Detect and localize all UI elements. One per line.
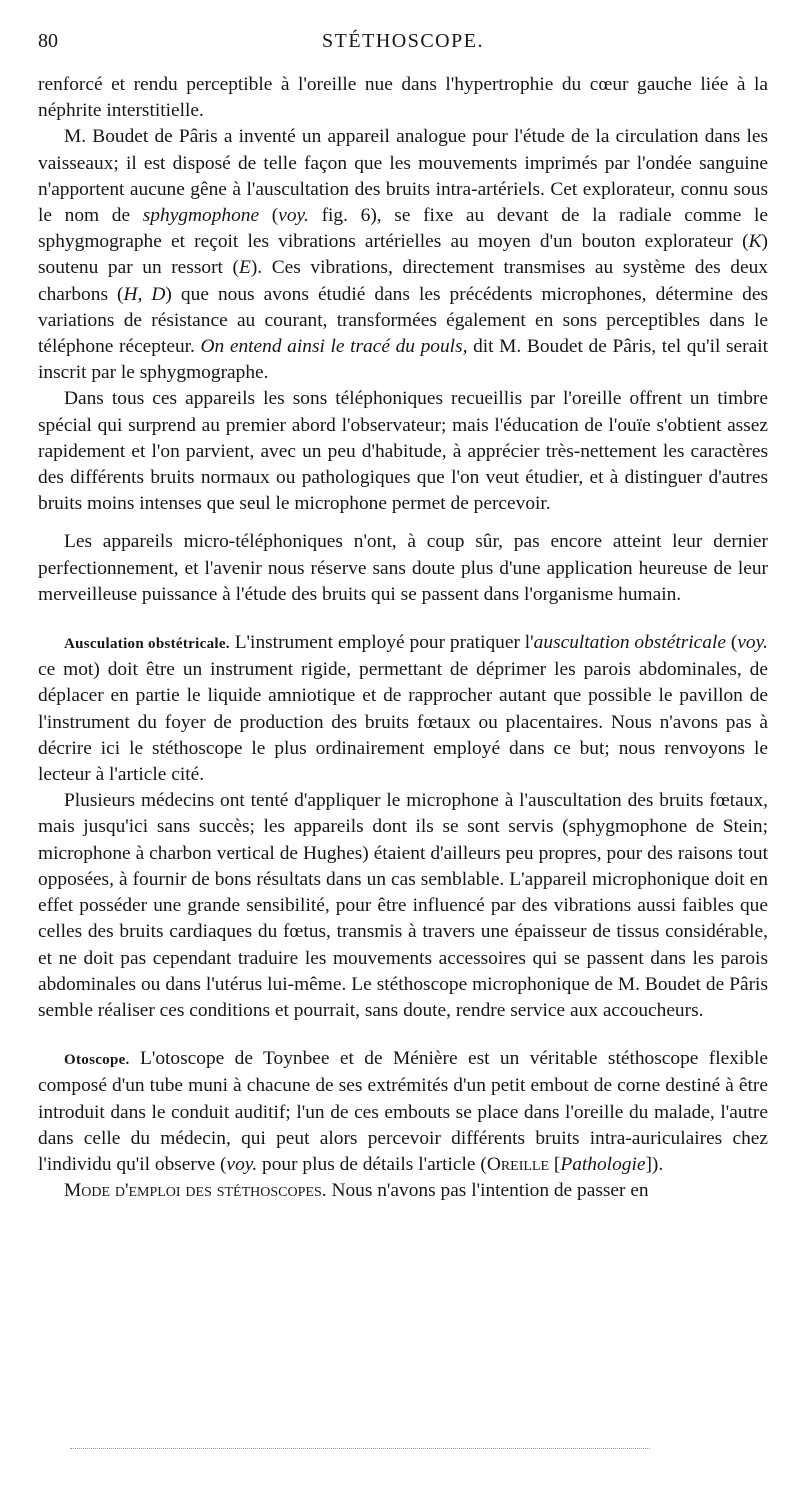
paragraph-telephonic-sounds: Dans tous ces appareils les sons téléphoniques recueillis par l'oreille offrent un timbre spécial qui surprend au premier abord l'observateur; mais l'éducation de l'ouïe s'obtient assez rapidement et l'on parvient, avec un peu d'habitude, à apprécier très-nettement les caractères des différents bruits normaux ou pathologiques que l'on veut étudier, et à distinguer d'autres bruits moins intenses que seul le microphone permet de percevoir. — [38, 388, 768, 515]
bottom-dotted-rule — [70, 1448, 650, 1449]
page-number: 80 — [38, 30, 58, 52]
paragraph-fetal-sounds: Plusieurs médecins ont tenté d'appliquer le microphone à l'auscultation des bruits fœtaux, mais jusqu'ici sans succès; les appareils dont ils se sont servis (sphygmophone de Stein; microphone à charbon vertical de Hughes) étaient d'ailleurs peu propres, pour des raisons tout opposées, à fournir de bons résultats dans un cas semblable. L'appareil microphonique doit en effet posséder une grande sensibilité, pour être influencé par des vibrations aussi faibles que celles des bruits cardiaques du fœtus, transmis à travers une épaisseur de tissus considérable, et ne doit pas cependant traduire les mouvements accessoires qui se passent dans les parois abdominales ou dans l'utérus lui-même. Le stéthoscope microphonique de M. Boudet de Pâris semble réaliser ces conditions et pourrait, sans doute, rendre service aux accoucheurs. — [38, 790, 768, 1021]
page-header — [38, 28, 768, 58]
paragraph-micro-telephonic: Les appareils micro-téléphoniques n'ont, à coup sûr, pas encore atteint leur dernier perfectionnement, et l'avenir nous réserve sans doute plus d'une application heureuse de leur merveilleuse puissance à l'étude des bruits qui se passent dans l'organisme humain. — [38, 531, 768, 605]
paragraph-obstetric-auscultation: Ausculation obstétricale. L'instrument employé pour pratiquer l'auscultation obstétricale (voy. ce mot) doit être un instrument rigide, permettant de déprimer les parois abdominales, de déplacer en partie le liquide amniotique et de rapprocher autant que possible le pavillon de l'instrument du foyer de production des bruits fœtaux ou placentaires. Nous n'avons pas à décrire ici le stéthoscope le plus ordinairement employé dans ce but; nous renvoyons le lecteur à l'article cité. — [38, 632, 768, 786]
document-page — [38, 28, 768, 1204]
running-title: STÉTHOSCOPE. — [322, 30, 484, 52]
paragraph-sphygmophone: M. Boudet de Pâris a inventé un appareil analogue pour l'étude de la circulation dans les vaisseaux; il est disposé de telle façon que les mouvements imprimés par l'ondée sanguine n'apportent aucune gêne à l'auscultation des bruits intra-artériels. Cet explorateur, connu sous le nom de sphygmophone (voy. fig. 6), se fixe au devant de la radiale comme le sphygmographe et reçoit les vibrations artérielles au moyen d'un bouton explorateur (K) soutenu par un ressort (E). Ces vibrations, directement transmises au système des deux charbons (H, D) que nous avons étudié dans les précédents microphones, détermine des variations de résistance au courant, transformées également en sons perceptibles dans le téléphone récepteur. On entend ainsi le tracé du pouls, dit M. Boudet de Pâris, tel qu'il serait inscrit par le sphygmographe. — [38, 126, 768, 384]
section-rubric: Mode d'emploi des stéthoscopes. — [64, 1180, 327, 1202]
section-rubric: Ausculation obstétricale. — [64, 636, 230, 653]
paragraph-otoscope: Otoscope. L'otoscope de Toynbee et de Ménière est un véritable stéthoscope flexible composé d'un tube muni à chacune de ses extrémités d'un petit embout de corne destiné à être introduit dans le conduit auditif; l'un de ces embouts se place dans l'oreille du malade, l'autre dans celle du médecin, qui peut alors percevoir différents bruits intra-auriculaires chez l'individu qu'il observe (voy. pour plus de détails l'article (Oreille [Pathologie]). — [38, 1048, 768, 1175]
paragraph-continuation: renforcé et rendu perceptible à l'oreille nue dans l'hypertrophie du cœur gauche liée à la néphrite interstitielle. — [38, 74, 768, 122]
section-rubric: Otoscope. — [64, 1052, 130, 1069]
paragraph-usage-mode: Mode d'emploi des stéthoscopes. Nous n'avons pas l'intention de passer en — [64, 1180, 649, 1202]
